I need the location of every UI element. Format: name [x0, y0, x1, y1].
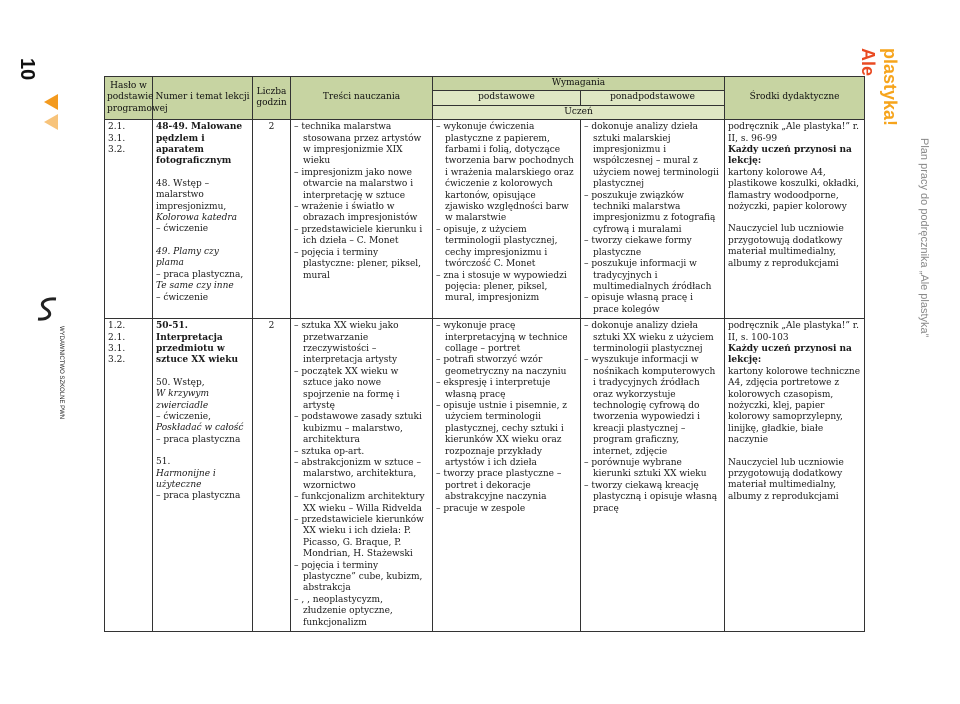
advanced-requirement: – dokonuje analizy dzieła sztuki XX wieku z użyciem terminologii plastycznej: [584, 321, 714, 354]
content-item: – przedstawiciele kierunków XX wieku i ich dzieła: P. Picasso, G. Braque, P. Mondrian, H. Stażewski: [294, 515, 424, 560]
lesson-line: – ćwiczenie: [156, 224, 209, 235]
curriculum-code: 2.1.: [108, 332, 126, 343]
spacer: [156, 236, 249, 247]
content-item: – przedstawiciele kierunku i ich dzieła – C. Monet: [294, 224, 423, 247]
publisher-swirl-icon: [34, 296, 62, 322]
code-cell: [105, 120, 153, 319]
basic-requirement: – ekspresję i interpretuje własną pracę: [436, 378, 551, 400]
brand-word-2: plastyka!: [880, 48, 900, 127]
teaching-means-line: Nauczyciel lub uczniowie przygotowują dodatkowy materiał multimedialny, albumy z reprodukcjami: [728, 224, 844, 269]
lesson-line: – ćwiczenie,: [156, 411, 211, 422]
lesson-line: 48. Wstęp – malarstwo impresjonizmu,: [156, 178, 227, 212]
header-haslo: Hasło w podstawie programowej: [105, 77, 153, 120]
content-item: – sztuka XX wieku jako przetwarzanie rzeczywistości – interpretacja artysty: [294, 321, 399, 366]
lesson-line: 51.: [156, 457, 171, 468]
curriculum-code: 1.2.: [108, 321, 126, 332]
content-item: – podstawowe zasady sztuki kubizmu – malarstwo, architektura: [294, 412, 422, 446]
lesson-line: Harmonijne i użyteczne: [156, 468, 216, 490]
lesson-line: W krzywym zwierciadle: [156, 389, 210, 411]
lesson-cell: [153, 319, 253, 632]
advanced-req-cell: [581, 319, 725, 632]
content-item: – technika malarstwa stosowana przez artystów w impresjonizmie XIX wieku: [294, 122, 422, 167]
basic-requirement: – zna i stosuje w wypowiedzi pojęcia: plener, piksel, mural, impresjonizm: [436, 270, 567, 304]
content-item: – pojęcia i terminy plastyczne: plener, piksel, mural: [294, 247, 422, 281]
header-tresci: Treści nauczania: [291, 77, 433, 120]
brand-word-1: Ale: [858, 48, 878, 77]
lesson-line: 50. Wstęp,: [156, 377, 205, 388]
spacer: [156, 367, 249, 378]
advanced-requirement: – tworzy ciekawe formy plastyczne: [584, 236, 692, 258]
curriculum-code: 3.1.: [108, 133, 126, 144]
table-row: [105, 319, 865, 632]
side-title: Plan pracy do podręcznika „Ale plastyka”: [918, 138, 930, 338]
content-item: – początek XX wieku w sztuce jako nowe spojrzenie na formę i artystę: [294, 366, 400, 411]
page-number: 10: [16, 58, 38, 81]
means-cell: [725, 319, 865, 632]
spacer: [728, 213, 861, 224]
teaching-means-line: podręcznik „Ale plastyka!” r. II, s. 96-99: [728, 122, 859, 144]
lesson-plan-table: [104, 76, 865, 632]
teaching-means-line: Każdy uczeń przynosi na lekcję:: [728, 343, 852, 366]
lesson-line: – praca plastyczna: [156, 491, 241, 502]
basic-requirement: – potrafi stworzyć wzór geometryczny na naczyniu: [436, 355, 567, 377]
advanced-requirement: – poszukuje związków techniki malarstwa impresjonizmu z fotografią cyfrową i muralami: [584, 190, 716, 235]
table-body: [105, 120, 865, 632]
table-row: [105, 120, 865, 319]
lesson-line: – praca plastyczna,: [156, 269, 244, 280]
lesson-line: Poskładać w całość: [156, 423, 244, 434]
spacer: [728, 447, 861, 458]
basic-requirement: – wykonuje pracę interpretacyjną w technice collage – portret: [436, 321, 568, 354]
lesson-line: – ćwiczenie: [156, 292, 209, 303]
hours-cell: [253, 319, 291, 632]
advanced-req-cell: [581, 120, 725, 319]
hours-value: 2: [268, 321, 275, 332]
curriculum-code: 2.1.: [108, 122, 126, 133]
teaching-means-line: kartony kolorowe techniczne A4, zdjęcia portretowe z kolorowych czasopism, nożyczki, klej, papier kolorowy samoprzylepny, linijkę, gładkie, białe naczynie: [728, 366, 861, 446]
lesson-line: 48-49. Malowane pędzlem i aparatem fotograficznym: [156, 122, 243, 167]
curriculum-code: 3.1.: [108, 343, 126, 354]
lesson-line: 50-51. Interpretacja przedmiotu w sztuce XX wieku: [156, 321, 238, 366]
advanced-requirement: – dokonuje analizy dzieła sztuki malarskiej impresjonizmu i współczesnej – mural z użyciem nowej terminologii plastycznej: [584, 122, 719, 190]
advanced-requirement: – porównuje wybrane kierunki sztuki XX wieku: [584, 458, 707, 480]
lesson-line: Kolorowa katedra: [156, 213, 238, 224]
hours-value: 2: [268, 122, 275, 133]
content-cell: [291, 120, 433, 319]
hours-cell: [253, 120, 291, 319]
teaching-means-line: Każdy uczeń przynosi na lekcję:: [728, 145, 852, 167]
basic-requirement: – pracuje w zespole: [436, 503, 526, 514]
content-item: – wrażenie i światło w obrazach impresjonistów: [294, 202, 418, 224]
advanced-requirement: – poszukuje informacji w tradycyjnych i multimedialnych źródłach: [584, 259, 712, 292]
header-srodki: Środki dydaktyczne: [725, 77, 865, 120]
header-liczba: Liczba godzin: [253, 77, 291, 120]
content-item: – funkcjonalizm architektury XX wieku – Willa Ridvelda: [294, 492, 425, 514]
content-item: – abstrakcjonizm w sztuce – malarstwo, architektura, wzornictwo: [294, 458, 421, 491]
header-numer: Numer i temat lekcji: [153, 77, 253, 120]
content-cell: [291, 319, 433, 632]
basic-req-cell: [433, 120, 581, 319]
decorative-arrows-icon: [44, 92, 66, 134]
basic-req-cell: [433, 319, 581, 632]
teaching-means-line: Nauczyciel lub uczniowie przygotowują dodatkowy materiał multimedialny, albumy z reprodukcjami: [728, 457, 844, 502]
curriculum-code: 3.2.: [108, 355, 126, 366]
header-podstawowe: podstawowe: [433, 91, 581, 105]
header-uczen: Uczeń: [433, 105, 725, 119]
header-ponadpodstawowe: ponadpodstawowe: [581, 91, 725, 105]
advanced-requirement: – tworzy ciekawą kreację plastyczną i opisuje własną pracę: [584, 480, 718, 514]
spacer: [156, 168, 249, 179]
teaching-means-line: podręcznik „Ale plastyka!” r. II, s. 100-103: [728, 321, 859, 343]
content-item: – pojęcia i terminy plastyczne” cube, kubizm, abstrakcja: [294, 560, 423, 594]
content-item: – impresjonizm jako nowe otwarcie na malarstwo i interpretację w sztuce: [294, 167, 414, 201]
brand-logo: [858, 48, 926, 127]
basic-requirement: – wykonuje ćwiczenia plastyczne z papierem, farbami i folią, dotyczące tworzenia barw pochodnych i wrażenia malarskiego oraz ćwiczenie z kolorowych kartonów, opisujące zjawisko względności barw w malarstwie: [436, 122, 574, 224]
basic-requirement: – opisuje ustnie i pisemnie, z użyciem terminologii plastycznej, cechy sztuki i kierunków XX wieku oraz rozpoznaje przykłady artystów i ich dzieła: [436, 400, 568, 468]
header-wymagania: Wymagania: [433, 77, 725, 91]
curriculum-code: 3.2.: [108, 145, 126, 156]
lesson-line: Te same czy inne: [156, 281, 234, 292]
teaching-means-line: kartony kolorowe A4, plastikowe koszulki, okładki, flamastry wodoodporne, nożyczki, papier kolorowy: [728, 167, 859, 213]
code-cell: [105, 319, 153, 632]
spacer: [156, 446, 249, 457]
publisher-name: WYDAWNICTWO SZKOLNE PWN: [58, 326, 64, 420]
content-item: – sztuka op-art.: [294, 446, 365, 457]
lesson-line: 49. Plamy czy plama: [156, 246, 219, 269]
means-cell: [725, 120, 865, 319]
content-item: – , , neoplastycyzm, złudzenie optyczne, funkcjonalizm: [294, 594, 393, 628]
publisher-logo: [34, 296, 76, 420]
basic-requirement: – opisuje, z użyciem terminologii plastycznej, cechy impresjonizmu i twórczość C. Monet: [436, 224, 558, 270]
advanced-requirement: – wyszukuje informacji w nośnikach komputerowych i tradycyjnych źródłach oraz wykorzystuje technologię cyfrową do tworzenia wypowiedzi i kreacji plastycznej – program graficzny, internet, zdjęcie: [584, 355, 716, 457]
advanced-requirement: – opisuje własną pracę i prace kolegów: [584, 293, 693, 315]
basic-requirement: – tworzy prace plastyczne – portret i dekoracje abstrakcyjne naczynia: [436, 469, 562, 503]
lesson-cell: [153, 120, 253, 319]
lesson-line: – praca plastyczna: [156, 434, 241, 445]
